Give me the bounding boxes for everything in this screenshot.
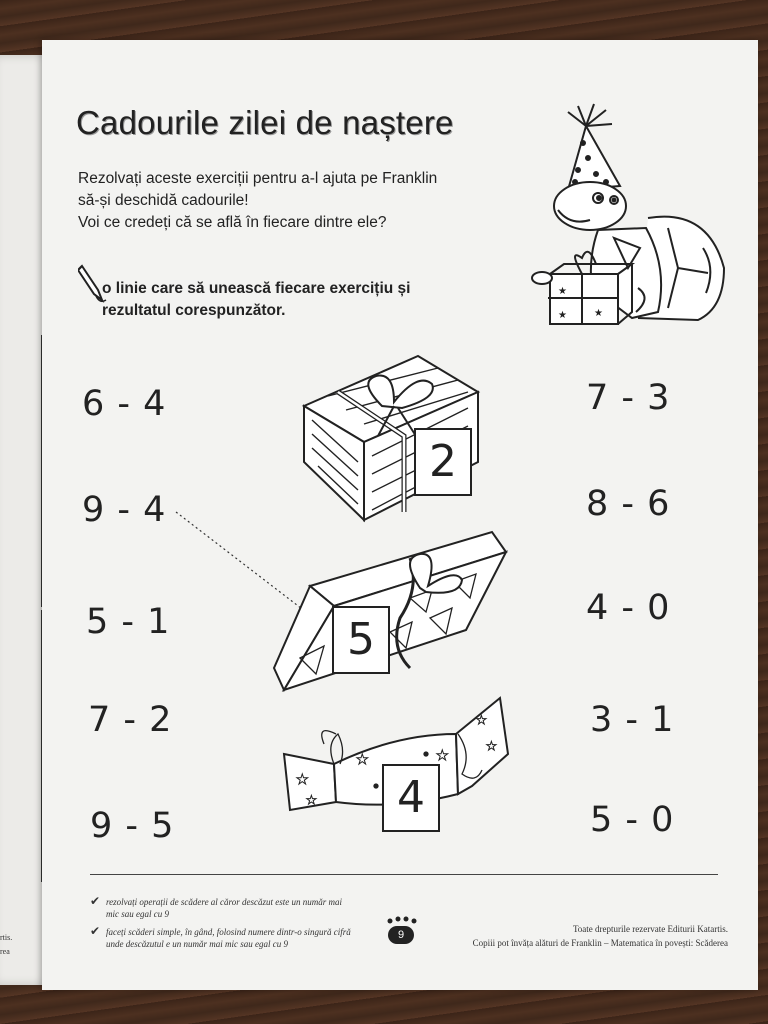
gift-wrapped-illustration (270, 528, 510, 693)
intro-line: Rezolvați aceste exerciții pentru a-l ajuta pe Franklin (78, 170, 438, 187)
exercise-right-5: 5 - 0 (590, 800, 675, 840)
paw-dots-icon (386, 916, 418, 924)
gift-result-box: 2 (414, 428, 472, 496)
series-text: Copiii pot învăța alături de Franklin – Matematica în povești: Scăderea (472, 938, 728, 948)
exercise-left-2: 9 - 4 (82, 490, 167, 530)
footer-divider (90, 874, 718, 875)
instruction-line: o linie care să unească fiecare exercițiu și (102, 280, 411, 297)
left-page-fragment: rtis. (0, 933, 13, 942)
page-number: 9 (388, 926, 414, 944)
svg-text:★: ★ (558, 310, 567, 321)
svg-text:★: ★ (476, 713, 487, 727)
checkmark-icon: ✔ (90, 894, 101, 908)
objective-note: rezolvați operații de scădere al căror descăzut este un număr mai mic sau egal cu 9 (106, 897, 342, 919)
worksheet-page (42, 40, 758, 990)
gift-result-box: 4 (382, 764, 440, 832)
svg-text:★: ★ (486, 739, 497, 753)
svg-text:★: ★ (356, 751, 369, 767)
instruction-line: rezultatul corespunzător. (102, 302, 286, 319)
exercise-right-4: 3 - 1 (590, 700, 675, 740)
exercise-left-4: 7 - 2 (88, 700, 173, 740)
exercise-left-5: 9 - 5 (90, 806, 175, 846)
exercise-right-3: 4 - 0 (586, 588, 671, 628)
instruction-text (102, 278, 410, 322)
objective-note: faceți scăderi simple, în gând, folosind numere dintr-o singură cifră unde descăzutul e un număr mai mic sau egal cu 9 (106, 927, 351, 949)
checkmark-icon: ✔ (90, 924, 101, 938)
franklin-turtle-illustration (528, 98, 728, 328)
svg-text:★: ★ (306, 793, 317, 807)
intro-line: să-și deschidă cadourile! (78, 192, 249, 209)
gift-result-box: 5 (332, 606, 390, 674)
intro-line: Voi ce credeți că se află în fiecare dintre ele? (78, 214, 387, 231)
rights-text: Toate drepturile rezervate Editurii Katartis. (572, 924, 728, 934)
exercise-right-1: 7 - 3 (586, 378, 671, 418)
intro-text (78, 168, 538, 234)
svg-text:★: ★ (594, 308, 603, 319)
svg-text:★: ★ (436, 747, 449, 763)
exercise-left-3: 5 - 1 (86, 602, 171, 642)
exercise-right-2: 8 - 6 (586, 484, 671, 524)
left-page-fragment: rea (0, 947, 10, 956)
svg-text:★: ★ (558, 286, 567, 297)
page-title: Cadourile zilei de naștere (76, 104, 454, 141)
exercise-left-1: 6 - 4 (82, 384, 167, 424)
svg-text:★: ★ (296, 771, 309, 787)
